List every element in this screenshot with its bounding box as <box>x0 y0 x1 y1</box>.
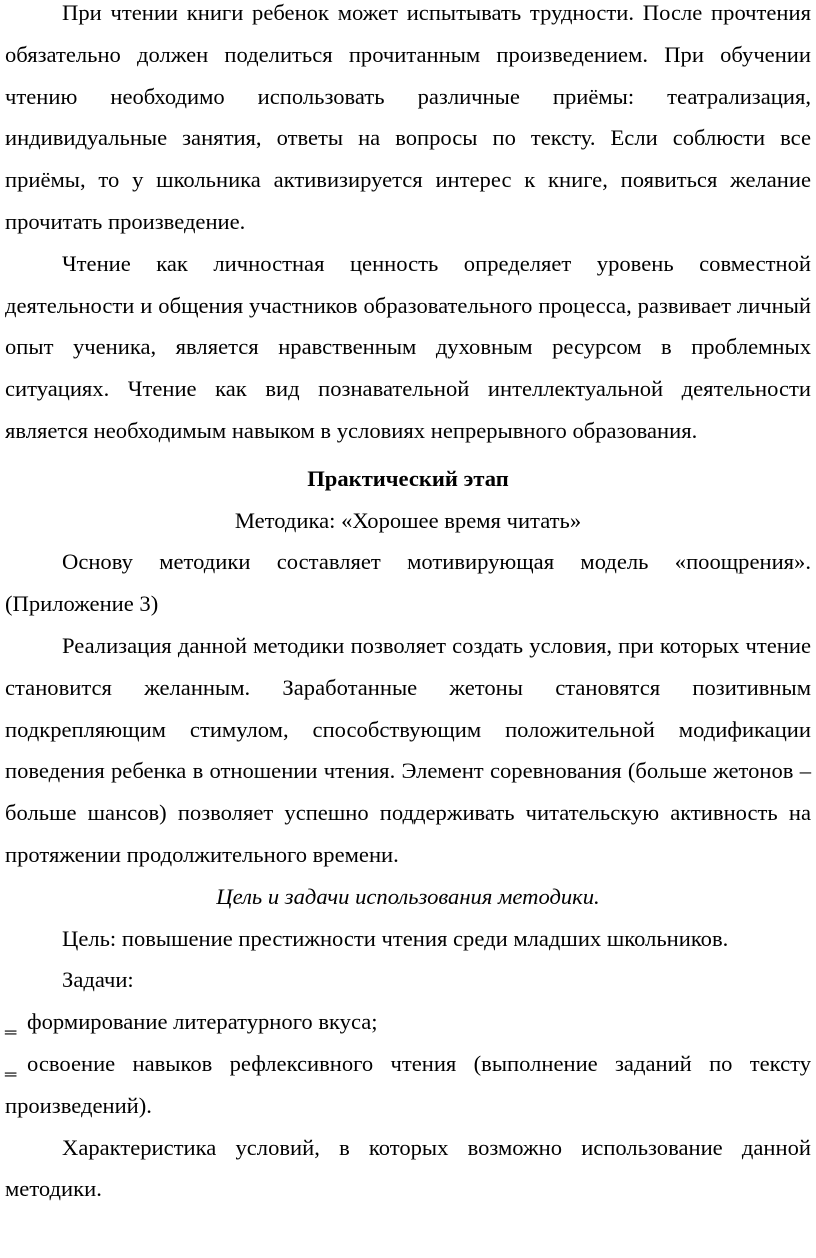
list-item <box>5 1001 811 1043</box>
paragraph-method-basis: Основу методики составляет мотивирующая модель «поощрения». (Приложение 3) <box>5 549 811 617</box>
goals-heading: Цель и задачи использования методики. <box>216 883 600 909</box>
goal-text: Цель: повышение престижности чтения среди младших школьников. <box>62 925 729 951</box>
tasks-label: Задачи: <box>62 967 134 993</box>
paragraph-method-implementation: Реализация данной методики позволяет создать условия, при которых чтение становится желанным. Заработанные жетоны становятся позитивным подкрепляющим стимулом, способствующим положительной модификации поведения ребенка в отношении чтения. Элемент соревнования (больше жетонов – больше шансов) позволяет успешно поддерживать читательскую активность на протяжении продолжительного времени. <box>5 632 811 867</box>
method-title: Методика: «Хорошее время читать» <box>234 507 582 533</box>
document-page <box>5 0 811 1210</box>
paragraph-reading-difficulties: При чтении книги ребенок может испытывать трудности. После прочтения обязательно должен поделиться прочитанным произведением. При обучении чтению необходимо использовать различные приёмы: театрализация, индивидуальные занятия, ответы на вопросы по тексту. Если соблюсти все приёмы, то у школьника активизируется интерес к книге, появиться желание прочитать произведение. <box>5 0 811 234</box>
section-title: Практический этап <box>307 465 509 491</box>
paragraph-reading-value: Чтение как личностная ценность определяет уровень совместной деятельности и общения участников образовательного процесса, развивает личный опыт ученика, является нравственным духовным ресурсом в проблемных ситуациях. Чтение как вид познавательной интеллектуальной деятельности является необходимым навыком в условиях непрерывного образования. <box>5 250 811 443</box>
list-marker: ‗ <box>5 1050 17 1076</box>
paragraph-conditions: Характеристика условий, в которых возможно использование данной методики. <box>5 1134 811 1202</box>
list-item <box>5 1043 811 1127</box>
list-marker: ‗ <box>5 1009 17 1035</box>
list-item-text: освоение навыков рефлексивного чтения (выполнение заданий по тексту произведений). <box>5 1050 811 1118</box>
list-item-text: формирование литературного вкуса; <box>27 1009 378 1035</box>
